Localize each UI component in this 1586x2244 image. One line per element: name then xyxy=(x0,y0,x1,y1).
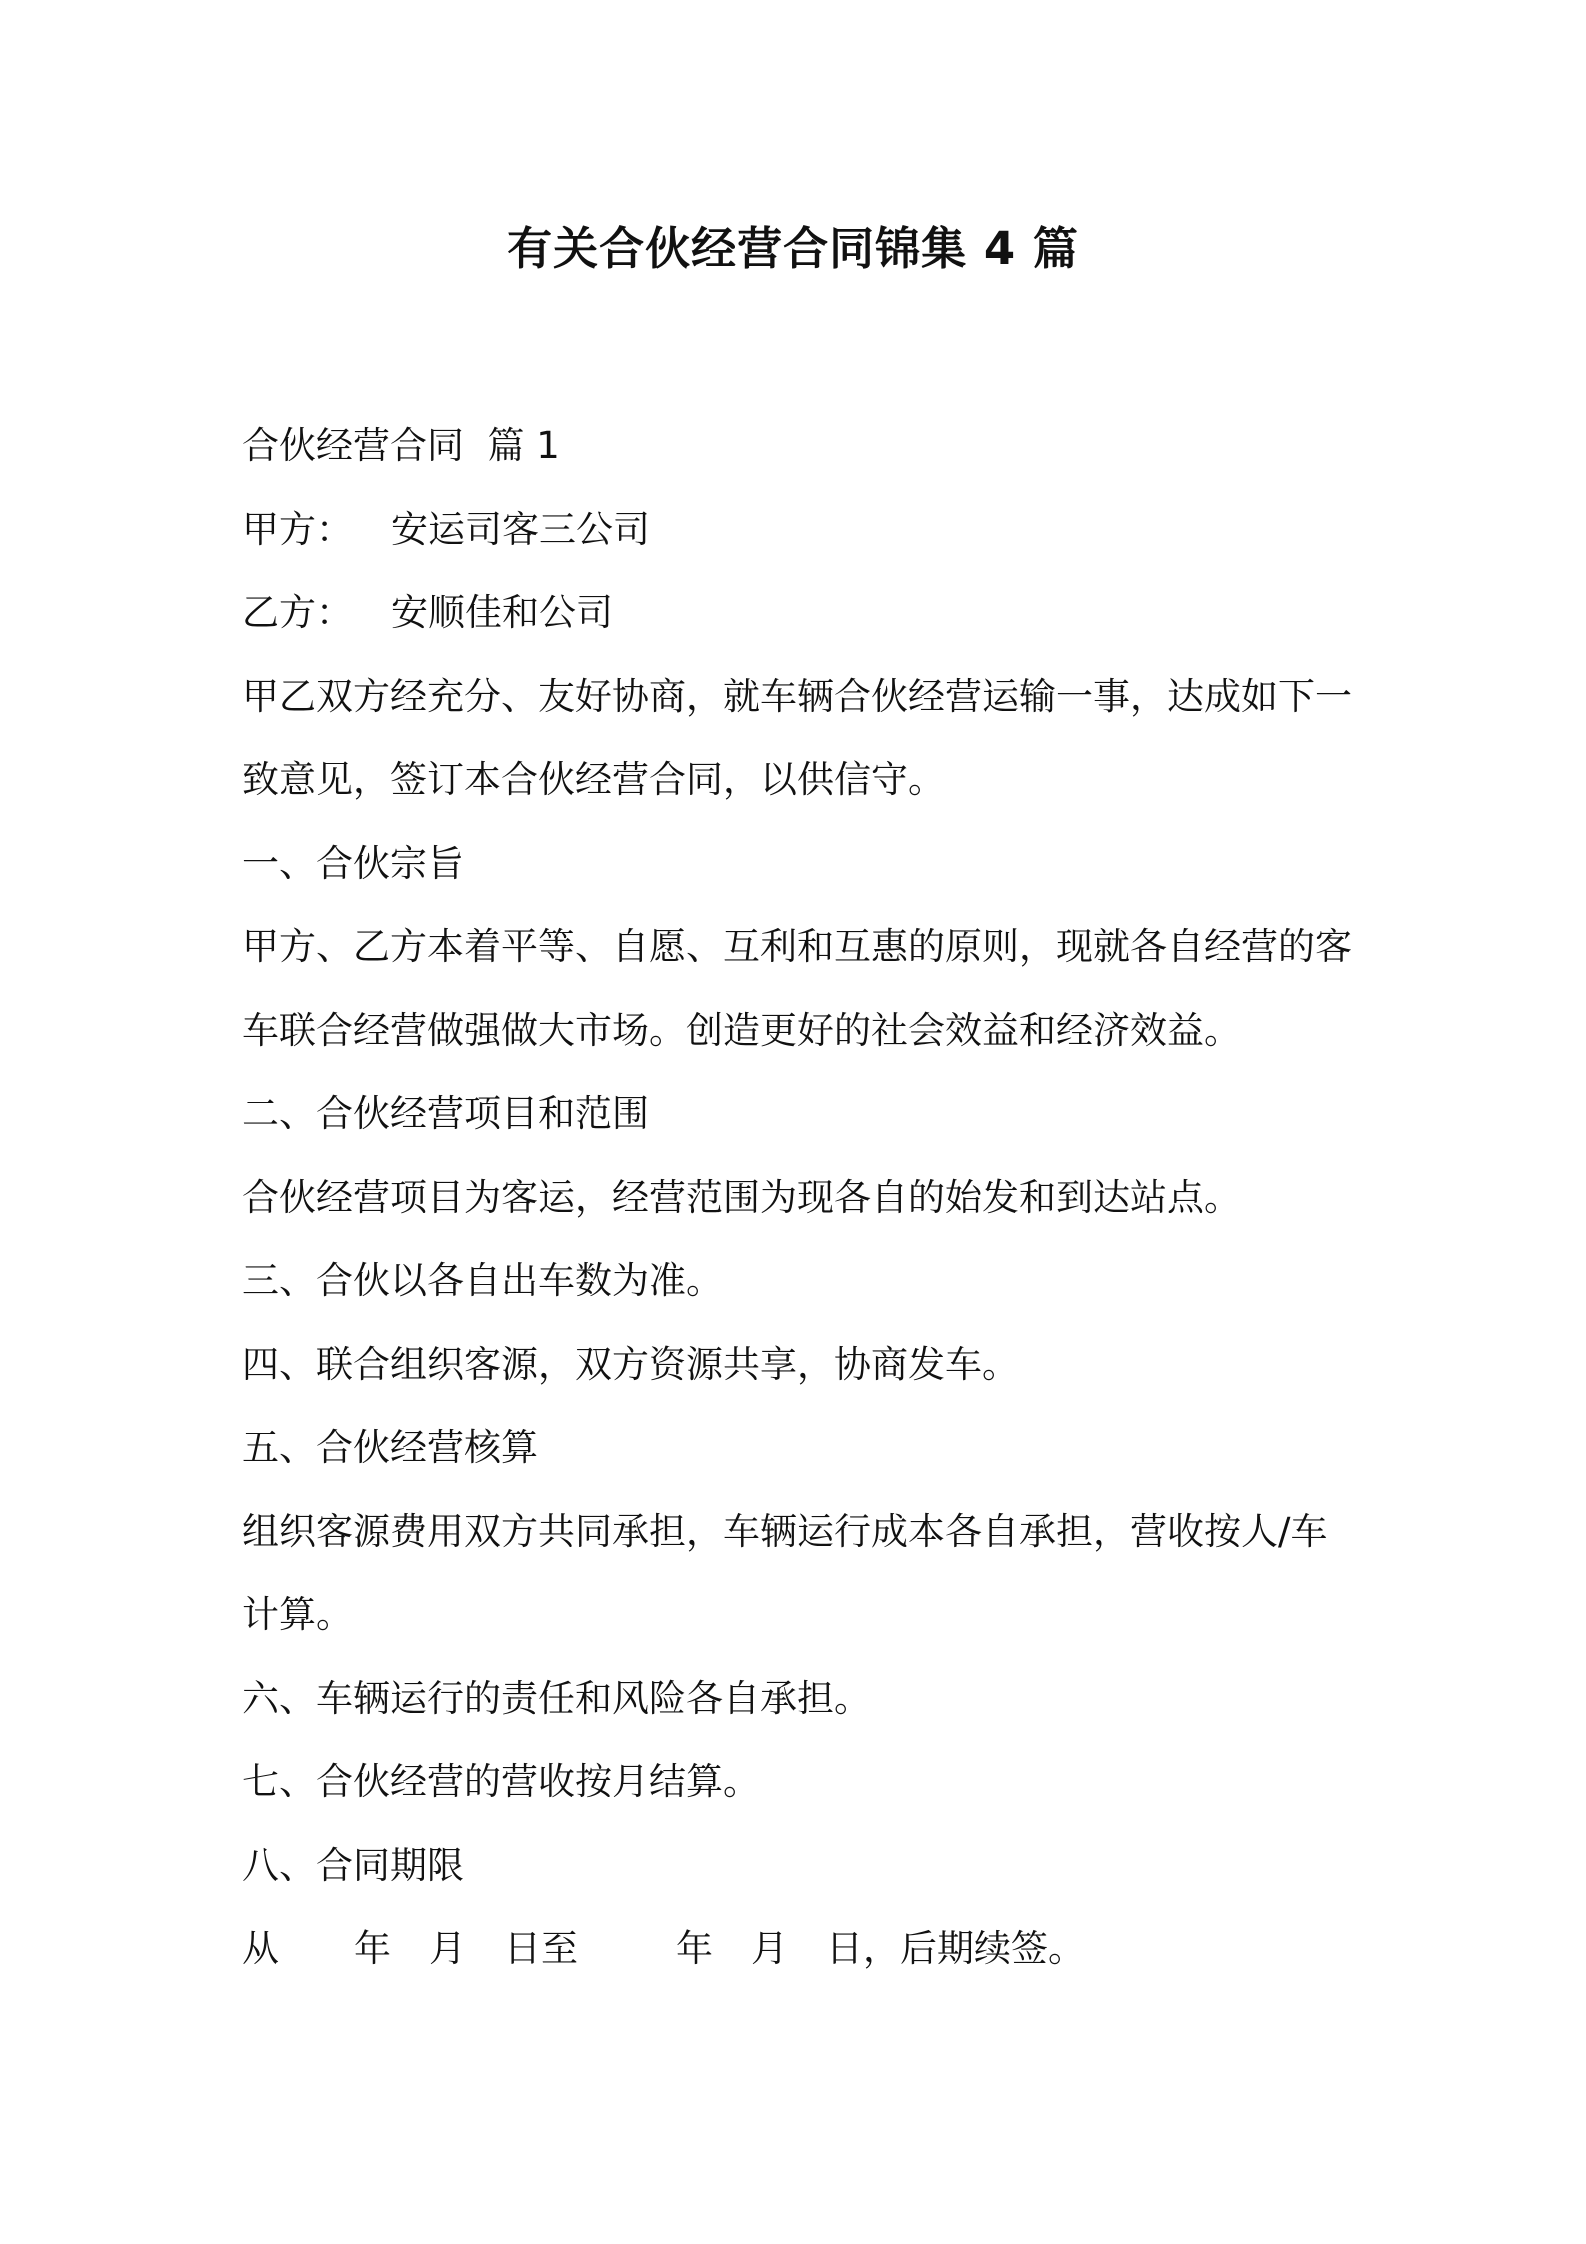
clause-3: 三、合伙以各自出车数为准。 xyxy=(242,1259,723,1302)
clause-1-body: 甲方、乙方本着平等、自愿、互利和互惠的原则，现就各自经营的客车联合经营做强做大市场。创造更好的社会效益和经济效益。 xyxy=(242,925,1352,1052)
clause-1-heading: 一、合伙宗旨 xyxy=(242,841,464,885)
clause-6: 六、车辆运行的责任和风险各自承担。 xyxy=(242,1676,871,1720)
term-year-1: 年 xyxy=(354,1927,391,1970)
term-month-1: 月 xyxy=(429,1927,466,1970)
term-month-2: 月 xyxy=(751,1927,788,1970)
party-a-line xyxy=(242,488,1362,572)
document-body xyxy=(242,404,1362,1991)
clause-5-body: 组织客源费用双方共同承担，车辆运行成本各自承担，营收按人/车计算。 xyxy=(242,1509,1328,1636)
party-b-value: 安顺佳和公司 xyxy=(391,591,613,634)
document-title: 有关合伙经营合同锦集 4 篇 xyxy=(507,222,1079,275)
section-heading: 合伙经营合同 篇 1 xyxy=(242,424,560,467)
intro-paragraph: 甲乙双方经充分、友好协商，就车辆合伙经营运输一事，达成如下一致意见，签订本合伙经营合同，以供信守。 xyxy=(242,674,1352,801)
contract-term-line xyxy=(242,1907,1362,1991)
term-day-2-end: 日，后期续签。 xyxy=(826,1927,1085,1970)
party-b-label: 乙方： xyxy=(242,591,353,634)
clause-8-heading: 八、合同期限 xyxy=(242,1843,464,1887)
term-day-1-to: 日至 xyxy=(504,1927,578,1970)
term-year-2: 年 xyxy=(676,1927,713,1970)
party-b-line xyxy=(242,571,1362,655)
clause-4: 四、联合组织客源，双方资源共享，协商发车。 xyxy=(242,1342,1019,1386)
party-a-value: 安运司客三公司 xyxy=(391,507,650,551)
clause-5-heading: 五、合伙经营核算 xyxy=(242,1426,538,1469)
clause-2-body: 合伙经营项目为客运，经营范围为现各自的始发和到达站点。 xyxy=(242,1175,1241,1219)
party-a-label: 甲方： xyxy=(242,507,353,551)
clause-2-heading: 二、合伙经营项目和范围 xyxy=(242,1092,649,1135)
clause-7: 七、合伙经营的营收按月结算。 xyxy=(242,1760,760,1803)
term-from: 从 xyxy=(242,1927,279,1970)
